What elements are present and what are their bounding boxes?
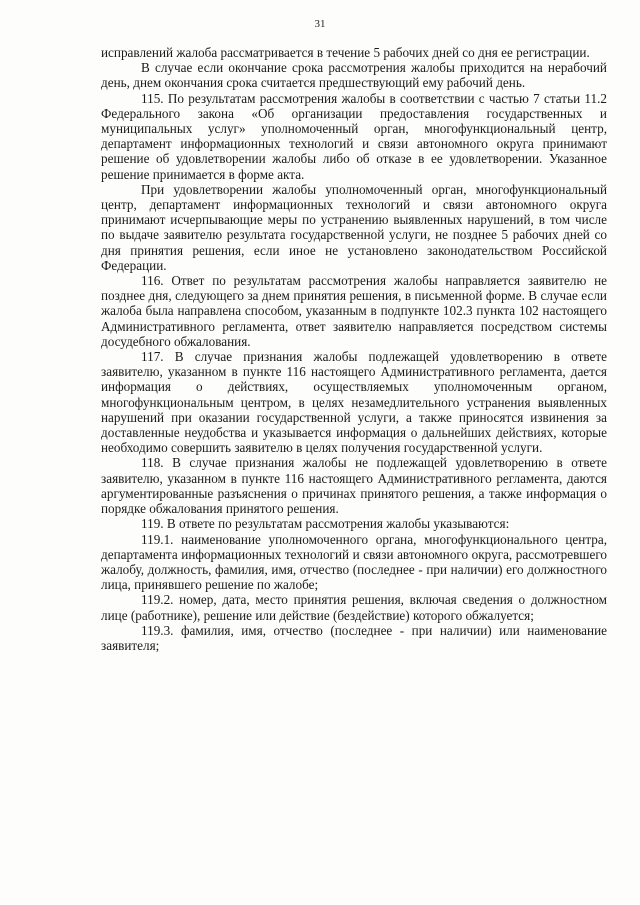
document-body — [101, 45, 607, 653]
page-number: 31 — [314, 18, 326, 30]
paragraph: 117. В случае признания жалобы подлежащей удовлетворению в ответе заявителю, указанном в пункте 116 настоящего Административного регламента, дается информация о действиях, осуществляемых уполномоченным органом, многофункциональным центром, в целях незамедлительного устранения выявленных нарушений при оказании государственной услуги, а также приносятся извинения за доставленные неудобства и указывается информация о дальнейших действиях, которые необходимо совершить заявителю в целях получения государственной услуги. — [101, 349, 607, 456]
paragraph: 118. В случае признания жалобы не подлежащей удовлетворению в ответе заявителю, указанном в пункте 116 настоящего Административного регламента, даются аргументированные разъяснения о причинах принятого решения, а также информация о порядке обжалования принятого решения. — [101, 455, 607, 517]
paragraph: В случае если окончание срока рассмотрения жалобы приходится на нерабочий день, днем окончания срока считается предшествующий ему рабочий день. — [101, 60, 607, 91]
paragraph: 119.3. фамилия, имя, отчество (последнее - при наличии) или наименование заявителя; — [101, 622, 607, 653]
paragraph: исправлений жалоба рассматривается в течение 5 рабочих дней со дня ее регистрации. — [101, 45, 590, 60]
paragraph: 119. В ответе по результатам рассмотрения жалобы указываются: — [141, 516, 510, 532]
paragraph: 119.1. наименование уполномоченного органа, многофункционального центра, департамента информационных технологий и связи автономного округа, рассмотревшего жалобу, должность, фамилия, имя, отчество (последнее - при наличии) его должностного лица, принявшего решение по жалобе; — [101, 531, 607, 593]
paragraph: При удовлетворении жалобы уполномоченный орган, многофункциональный центр, департамент информационных технологий и связи автономного округа принимают исчерпывающие меры по устранению выявленных нарушений, в том числе по выдаче заявителю результата государственной услуги, не позднее 5 рабочих дней со дня принятия решения, если иное не установлено законодательством Российской Федерации. — [101, 181, 607, 273]
paragraph: 119.2. номер, дата, место принятия решения, включая сведения о должностном лице (работнике), решение или действие (бездействие) которого обжалуется; — [101, 592, 607, 623]
paragraph: 116. Ответ по результатам рассмотрения жалобы направляется заявителю не позднее дня, следующего за днем принятия решения, в письменной форме. В случае если жалоба была направлена способом, указанным в подпункте 102.3 пункта 102 настоящего Административного регламента, ответ заявителю направляется посредством системы досудебного обжалования. — [101, 273, 607, 349]
paragraph: 115. По результатам рассмотрения жалобы в соответствии с частью 7 статьи 11.2 Федерального закона «Об организации предоставления государственных и муниципальных услуг» уполномоченный орган, многофункциональный центр, департамент информационных технологий и связи автономного округа принимают решение об удовлетворении жалобы либо об отказе в ее удовлетворении. Указанное решение принимается в форме акта. — [101, 90, 607, 182]
